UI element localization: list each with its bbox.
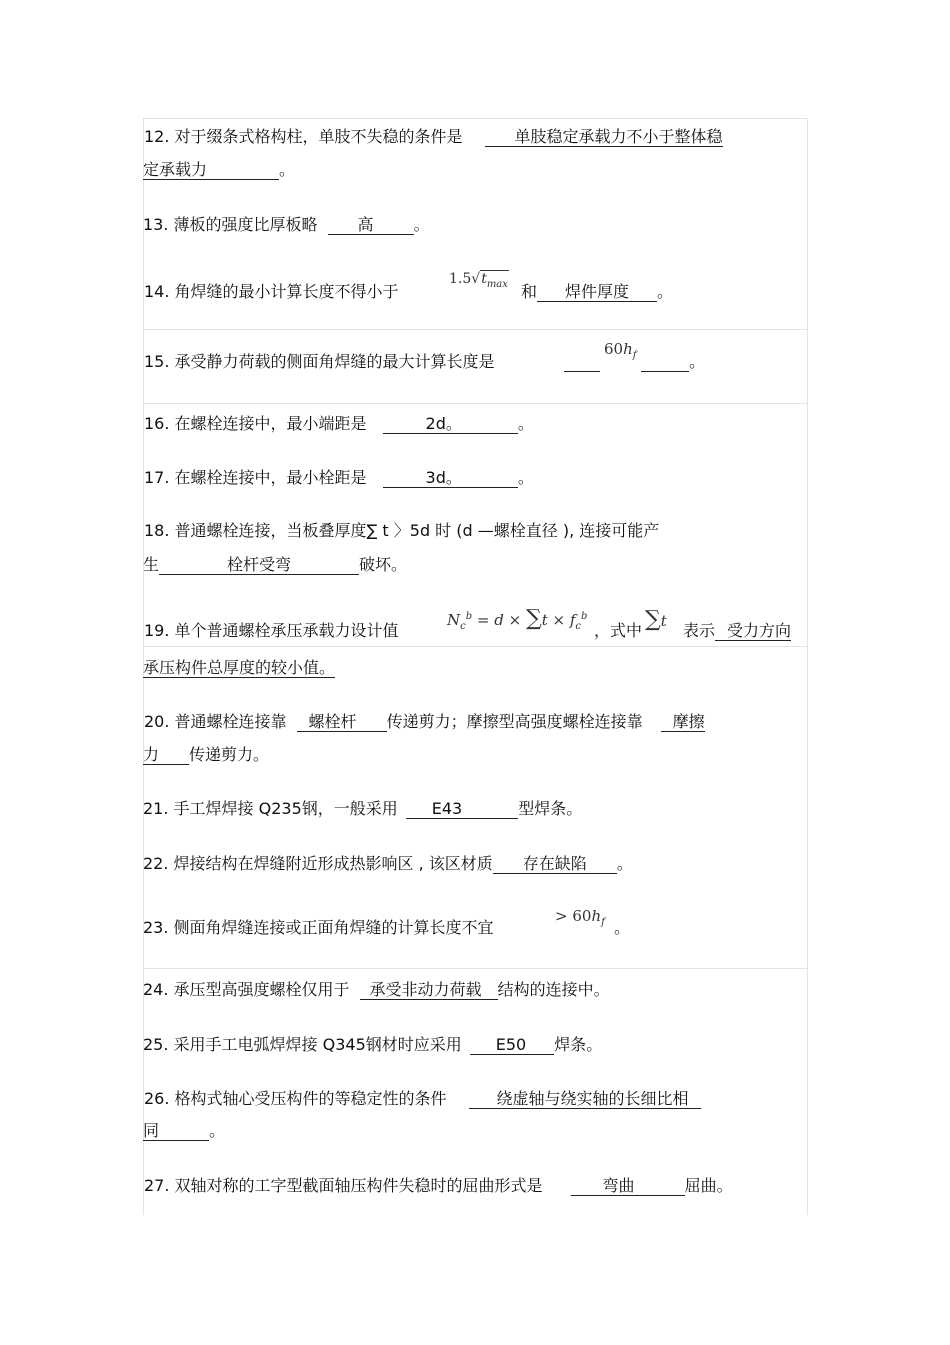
question-24 (143, 980, 610, 1000)
answer-blank: 绕虚轴与绕实轴的长细比相 (469, 1089, 701, 1109)
question-text: 屈曲。 (684, 1176, 733, 1195)
formula-bolt-bearing-capacity: $N_c^b = d \times \sum t \times f_c^b$ (447, 606, 588, 632)
question-26 (144, 1089, 701, 1109)
question-text: 19. 单个普通螺栓承压承载力设计值 (144, 621, 399, 640)
answer-blank: 同 (143, 1121, 209, 1141)
punct: 。 (614, 918, 631, 937)
sum-t-symbol: ∑t (645, 607, 667, 632)
row-divider (143, 329, 807, 330)
answer-blank-right (641, 352, 689, 372)
question-text: 20. 普通螺栓连接靠 (144, 712, 287, 731)
question-text: 14. 角焊缝的最小计算长度不得小于 (144, 282, 399, 301)
answer-blank: 3d。 (383, 468, 518, 488)
answer-blank: 栓杆受弯 (159, 555, 359, 575)
formula-60hf: $60h_f$ (604, 340, 637, 361)
answer-blank: 受力方向 (715, 621, 791, 641)
question-19 (144, 621, 399, 641)
answer-text: 2d (425, 414, 446, 433)
question-text: 26. 格构式轴心受压构件的等稳定性的条件 (144, 1089, 447, 1108)
formula-gt-60hf: > $60h_f$ (555, 907, 605, 928)
question-text: 型焊条。 (518, 799, 583, 818)
question-19-mid (594, 621, 642, 641)
question-23 (143, 918, 494, 938)
formula-1-5-sqrt-tmax: $1.5√t_{max}$ (449, 271, 508, 290)
question-16 (144, 414, 534, 434)
answer-blank: 2d。 (383, 414, 518, 434)
question-text: 结构的连接中。 (497, 980, 610, 999)
question-text: 16. 在螺栓连接中，最小端距是 (144, 414, 367, 433)
question-text: 15. 承受静力荷载的侧面角焊缝的最大计算长度是 (144, 352, 495, 371)
question-19-cont (143, 658, 335, 678)
question-text: 17. 在螺栓连接中，最小栓距是 (144, 468, 367, 487)
question-text: 传递剪力。 (189, 745, 270, 764)
question-text: ，式中 (594, 621, 643, 640)
question-18 (144, 521, 659, 541)
question-text: 18. 普通螺栓连接，当板叠厚度∑ t 〉5d 时 (d —螺栓直径 ), 连接可能产 (144, 521, 660, 540)
row-divider (143, 403, 807, 404)
punct: 。 (279, 160, 296, 179)
answer-blank: 承受非动力荷载 (360, 980, 498, 1000)
answer-blank: 力 (143, 745, 189, 765)
question-text: 12. 对于缀条式格构柱，单肢不失稳的条件是 (144, 127, 463, 146)
answer-blank: E43 (406, 799, 518, 819)
question-text: 13. 薄板的强度比厚板略 (143, 215, 318, 234)
question-19-tail (683, 621, 791, 641)
question-text: 21. 手工焊焊接 Q235钢，一般采用 (143, 799, 398, 818)
question-13 (143, 215, 430, 235)
punct: 。 (657, 282, 674, 301)
answer-blank: 单肢稳定承载力不小于整体稳 (485, 127, 723, 147)
question-15-tail (641, 352, 705, 372)
question-23-tail (614, 918, 630, 938)
answer-blank: 存在缺陷 (493, 854, 617, 874)
question-text: 22. 焊接结构在焊缝附近形成热影响区 , 该区材质 (143, 854, 493, 873)
answer-blank: 承压构件总厚度的较小值。 (143, 658, 336, 677)
answer-blank: 定承载力 (143, 160, 279, 180)
question-15 (144, 352, 495, 372)
question-22 (143, 854, 633, 874)
punct: 。 (616, 854, 633, 873)
row-divider (143, 118, 807, 119)
question-14-tail (521, 282, 673, 302)
conjunction: 和 (521, 282, 538, 301)
question-text: 23. 侧面角焊缝连接或正面角焊缝的计算长度不宜 (143, 918, 494, 937)
question-14 (144, 282, 399, 302)
question-text: 27. 双轴对称的工字型截面轴压构件失稳时的屈曲形式是 (144, 1176, 543, 1195)
question-text: 生 (143, 555, 160, 574)
question-26-cont (143, 1121, 225, 1141)
question-21 (143, 799, 582, 819)
punct: 。 (517, 468, 534, 487)
question-text: 传递剪力；摩擦型高强度螺栓连接靠 (386, 712, 643, 731)
answer-blank: 摩擦 (661, 712, 705, 732)
question-20-cont (143, 745, 269, 765)
question-12-cont (143, 160, 295, 180)
answer-blank: 螺栓杆 (297, 712, 387, 732)
punct: 。 (209, 1121, 226, 1140)
question-17 (144, 468, 534, 488)
answer-blank: 焊件厚度 (537, 282, 657, 302)
answer-blank: E50 (470, 1035, 554, 1055)
answer-blank: 高 (328, 215, 414, 235)
question-18-cont (143, 555, 407, 575)
question-text: 表示 (683, 621, 716, 640)
question-text: 焊条。 (554, 1035, 603, 1054)
answer-text: 3d (425, 468, 446, 487)
answer-blank-left (564, 352, 600, 372)
question-27 (144, 1176, 733, 1196)
answer-blank: 弯曲 (571, 1176, 685, 1196)
question-25 (143, 1035, 602, 1055)
punct: 。 (517, 414, 534, 433)
question-text: 破坏。 (359, 555, 408, 574)
question-text: 25. 采用手工电弧焊焊接 Q345钢材时应采用 (143, 1035, 462, 1054)
punct: 。 (689, 352, 706, 371)
row-divider (143, 646, 807, 647)
row-divider (143, 968, 807, 969)
question-20 (144, 712, 705, 732)
question-text: 24. 承压型高强度螺栓仅用于 (143, 980, 350, 999)
question-12 (144, 127, 723, 147)
punct: 。 (413, 215, 430, 234)
